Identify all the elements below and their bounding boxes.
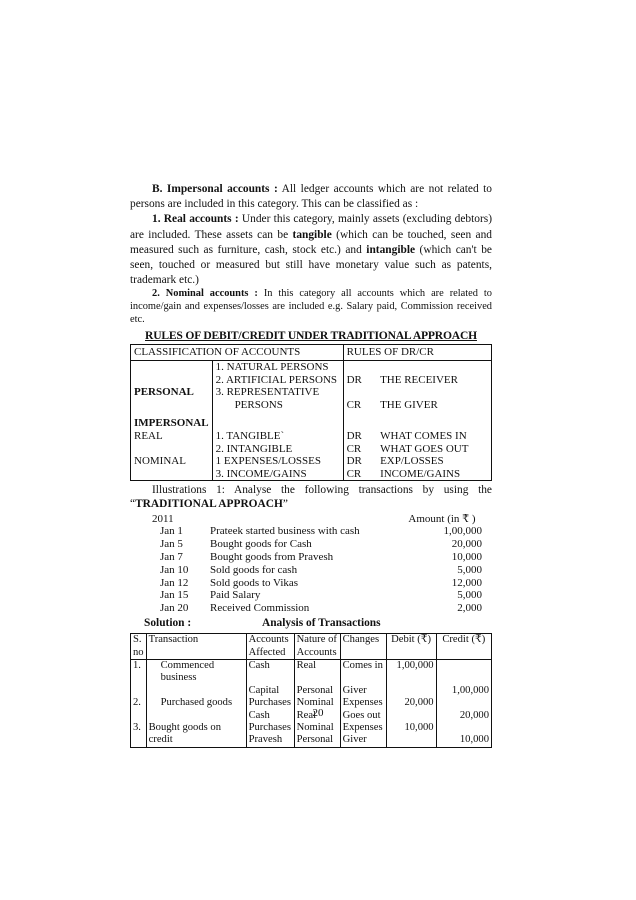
nominal-item: 1 EXPENSES/LOSSES	[212, 455, 343, 468]
transaction-amount: 20,000	[451, 538, 482, 551]
header-spacer	[210, 513, 388, 526]
illustration-approach: TRADITIONAL APPROACH	[135, 497, 283, 510]
transaction-row	[130, 551, 492, 564]
analysis-account: Purchases	[246, 697, 294, 709]
personal-item: 3. REPRESENTATIVE	[212, 386, 343, 399]
rule-text: INCOME/GAINS	[380, 467, 461, 480]
transaction-date: Jan 15	[160, 589, 189, 602]
rules-row	[131, 468, 492, 481]
analysis-change: Expenses	[340, 697, 386, 709]
analysis-change: Giver	[340, 734, 386, 747]
rules-header-row	[131, 345, 492, 361]
rules-cell-empty	[131, 374, 213, 387]
transaction-description: Bought goods from Pravesh	[210, 550, 334, 563]
real-accounts-paragraph	[130, 212, 492, 288]
header-accounts: Accounts Affected	[246, 634, 294, 660]
transaction-row	[130, 538, 492, 551]
rules-row	[131, 430, 492, 443]
rule-text: EXP/LOSSES	[380, 455, 444, 468]
nominal-item: 3. INCOME/GAINS	[212, 468, 343, 481]
transactions-header	[130, 513, 492, 526]
real-item: 1. TANGIBLE`	[212, 430, 343, 443]
analysis-nature: Personal	[294, 685, 340, 697]
rules-row	[131, 443, 492, 456]
analysis-credit	[436, 722, 491, 734]
transaction-row	[130, 525, 492, 538]
analysis-nature: Nominal	[294, 697, 340, 709]
page-number: 20	[312, 707, 324, 719]
rule-text: THE GIVER	[380, 398, 438, 411]
rules-cell-empty	[131, 468, 213, 481]
transaction-date: Jan 10	[160, 563, 189, 576]
rules-cell-empty	[377, 361, 491, 374]
analysis-account: Cash	[246, 659, 294, 684]
real-item: 2. INTANGIBLE	[212, 443, 343, 456]
analysis-row	[131, 734, 492, 747]
rules-cell-empty	[343, 361, 377, 374]
personal-label: PERSONAL	[134, 386, 194, 399]
rules-header-dr-cr: RULES OF DR/CR	[343, 345, 491, 361]
analysis-sno: 3.	[131, 722, 147, 734]
nominal-text: In this category all accounts which are related to income/gain and expenses/losses are included e.g. Salary paid, Commission received etc.	[130, 288, 492, 325]
rules-row	[131, 374, 492, 387]
transaction-amount: 5,000	[457, 563, 482, 576]
rule-side: DR	[343, 374, 377, 387]
rule-side: DR	[343, 430, 377, 443]
personal-item: 1. NATURAL PERSONS	[212, 361, 343, 374]
analysis-transaction: Commenced business	[146, 659, 246, 684]
header-changes: Changes	[340, 634, 386, 660]
header-debit: Debit (₹)	[386, 634, 436, 660]
analysis-debit: 10,000	[386, 722, 436, 734]
transaction-row	[130, 589, 492, 602]
solution-label: Solution :	[144, 616, 192, 629]
transaction-description: Bought goods for Cash	[210, 538, 312, 551]
rule-side: DR	[343, 455, 377, 468]
transaction-description: Prateek started business with cash	[210, 525, 360, 538]
illustration-intro	[130, 484, 492, 511]
transaction-date: Jan 5	[160, 538, 183, 551]
analysis-nature: Nominal	[294, 722, 340, 734]
transaction-description: Paid Salary	[210, 589, 261, 602]
analysis-debit: 1,00,000	[386, 659, 436, 684]
transaction-description: Sold goods to Vikas	[210, 576, 299, 589]
year-label: 2011	[152, 512, 174, 525]
rules-cell-empty	[343, 386, 377, 399]
rule-side: CR	[343, 468, 377, 481]
rules-row	[131, 411, 492, 430]
analysis-sno	[131, 734, 147, 747]
rule-text: WHAT GOES OUT	[380, 442, 469, 455]
rules-cell-empty	[212, 411, 343, 430]
rules-title: RULES OF DEBIT/CREDIT UNDER TRADITIONAL APPROACH	[145, 329, 477, 343]
analysis-debit	[386, 734, 436, 747]
real-text-b: (which can be touched, seen and measured such as furniture, cash, stock etc.) and	[130, 228, 492, 256]
header-credit: Credit (₹)	[436, 634, 491, 660]
solution-line	[130, 616, 492, 631]
analysis-table	[130, 633, 492, 748]
analysis-credit: 20,000	[436, 710, 491, 722]
real-text-a: Under this category, mainly assets (excluding debtors) are included. These assets can be	[130, 213, 493, 241]
transaction-amount: 1,00,000	[443, 525, 482, 538]
impersonal-text: All ledger accounts which are not related to persons are included in this category. This can be classified as :	[130, 183, 492, 211]
transaction-date: Jan 1	[160, 525, 183, 538]
rules-cell-empty	[131, 443, 213, 456]
tangible-term: tangible	[292, 228, 332, 241]
nominal-accounts-heading: 2. Nominal accounts :	[152, 288, 258, 300]
real-label: REAL	[134, 429, 163, 442]
transaction-amount: 2,000	[457, 602, 482, 615]
analysis-change: Goes out	[340, 710, 386, 722]
illustration-text-a: Illustrations 1: Analyse the following transactions by using the “	[130, 484, 492, 510]
analysis-nature: Real	[294, 710, 340, 722]
analysis-account: Cash	[246, 710, 294, 722]
analysis-nature: Real	[294, 659, 340, 684]
nominal-label: NOMINAL	[134, 455, 186, 468]
analysis-sno: 2.	[131, 697, 147, 709]
rules-header-classification: CLASSIFICATION OF ACCOUNTS	[131, 345, 344, 361]
transaction-date: Jan 20	[160, 602, 189, 615]
transaction-rows	[130, 525, 492, 615]
rules-table	[130, 344, 492, 481]
analysis-transaction: credit	[146, 734, 246, 747]
rules-row	[131, 386, 492, 399]
transaction-description: Sold goods for cash	[210, 563, 298, 576]
impersonal-paragraph	[130, 182, 492, 212]
transaction-amount: 5,000	[457, 589, 482, 602]
intangible-term: intangible	[366, 243, 416, 256]
analysis-header-row	[131, 634, 492, 660]
rule-text: THE RECEIVER	[380, 373, 458, 386]
transactions-list	[130, 513, 492, 615]
transaction-amount: 10,000	[451, 550, 482, 563]
rules-cell-empty	[377, 386, 491, 399]
header-nature: Nature of Accounts	[294, 634, 340, 660]
rules-row	[131, 399, 492, 412]
rule-text: WHAT COMES IN	[380, 429, 467, 442]
analysis-transaction: Purchased goods	[146, 697, 246, 709]
personal-item: PERSONS	[212, 399, 343, 412]
rules-cell-empty	[131, 361, 213, 374]
transaction-row	[130, 577, 492, 590]
rules-cell-empty	[343, 411, 377, 430]
transaction-row	[130, 564, 492, 577]
real-text-c: (which can't be seen, touched or measured but still have monetary value such as patents, trademark etc.)	[130, 243, 492, 287]
analysis-credit	[436, 659, 491, 684]
header-sno: S. no	[131, 634, 147, 660]
rule-side: CR	[343, 443, 377, 456]
nominal-accounts-paragraph	[130, 288, 492, 326]
rule-side: CR	[343, 399, 377, 412]
analysis-nature: Personal	[294, 734, 340, 747]
analysis-credit: 10,000	[436, 734, 491, 747]
amount-header: Amount (in ₹ )	[408, 512, 476, 525]
analysis-row	[131, 659, 492, 684]
transaction-row	[130, 602, 492, 615]
real-accounts-heading: 1. Real accounts :	[152, 213, 239, 226]
rules-row	[131, 361, 492, 374]
analysis-title: Analysis of Transactions	[262, 616, 381, 629]
analysis-debit: 20,000	[386, 697, 436, 709]
transaction-date: Jan 12	[160, 576, 189, 589]
transaction-description: Received Commission	[210, 602, 310, 615]
analysis-account: Pravesh	[246, 734, 294, 747]
analysis-sno	[131, 685, 147, 697]
header-transaction: Transaction	[146, 634, 246, 660]
transaction-amount: 12,000	[451, 576, 482, 589]
analysis-credit: 1,00,000	[436, 685, 491, 697]
illustration-text-b: ”	[282, 497, 288, 510]
rules-cell-empty	[131, 399, 213, 412]
analysis-debit	[386, 685, 436, 697]
impersonal-label: IMPERSONAL	[134, 417, 209, 430]
analysis-transaction	[146, 685, 246, 697]
analysis-change: Expenses	[340, 722, 386, 734]
impersonal-heading: B. Impersonal accounts :	[152, 183, 278, 195]
page-content	[130, 182, 492, 748]
analysis-row	[131, 722, 492, 734]
analysis-account: Purchases	[246, 722, 294, 734]
analysis-body	[131, 659, 492, 747]
rules-row	[131, 455, 492, 468]
analysis-change: Comes in	[340, 659, 386, 684]
personal-item: 2. ARTIFICIAL PERSONS	[212, 374, 343, 387]
analysis-transaction: Bought goods on	[146, 722, 246, 734]
analysis-change: Giver	[340, 685, 386, 697]
rules-cell-empty	[377, 411, 491, 430]
analysis-account: Capital	[246, 685, 294, 697]
transaction-date: Jan 7	[160, 550, 183, 563]
analysis-sno: 1.	[131, 659, 147, 684]
analysis-row	[131, 685, 492, 697]
